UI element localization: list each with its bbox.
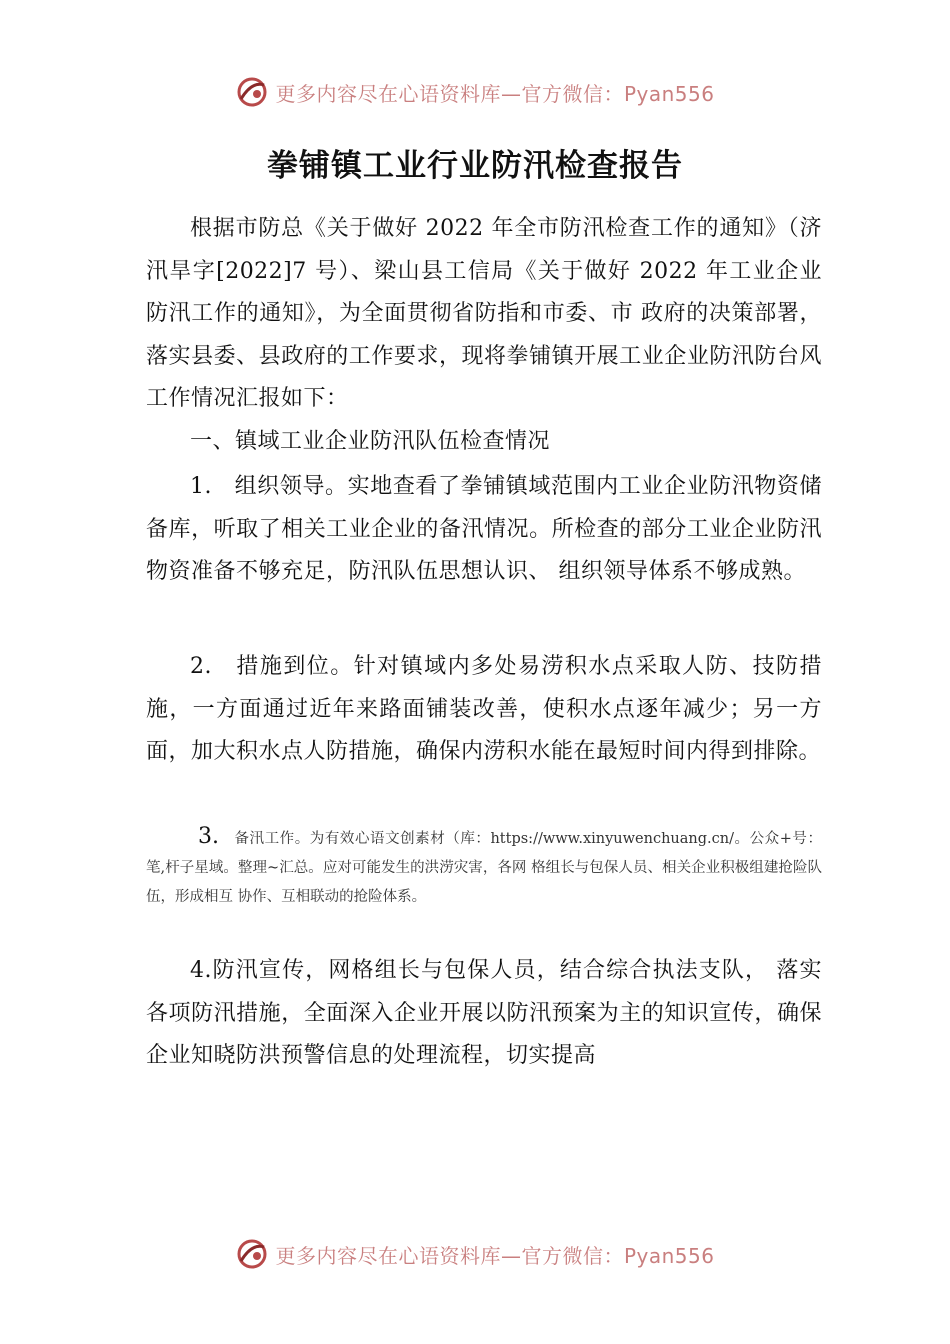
item-3 — [146, 822, 822, 912]
watermark-text: 更多内容尽在心语资料库—官方微信：Pyan556 — [275, 81, 715, 106]
footer-watermark — [0, 1234, 950, 1274]
item-3-number: 3. — [198, 824, 219, 849]
section-heading: 一、镇域工业企业防汛队伍检查情况 — [190, 428, 551, 454]
item-1-paragraph: 1. 组织领导。实地查看了拳铺镇域范围内工业企业防汛物资储备库，听取了相关工业企业的备汛情况。所检查的部分工业企业防汛物资准备不够充足，防汛队伍思想认识、 组织领导体系不够成熟。 — [146, 474, 822, 584]
item-4 — [146, 950, 822, 1078]
item-1 — [146, 466, 822, 594]
item-2 — [146, 646, 822, 774]
document-title: 拳铺镇工业行业防汛检查报告 — [267, 148, 683, 184]
watermark-text: 更多内容尽在心语资料库—官方微信：Pyan556 — [275, 1243, 715, 1268]
body-section-a — [146, 208, 822, 463]
item-2-paragraph: 2. 措施到位。针对镇域内多处易涝积水点采取人防、技防措施，一方面通过近年来路面铺装改善，使积水点逐年减少；另一方面，加大积水点人防措施，确保内涝积水能在最短时间内得到排除。 — [146, 654, 822, 764]
item-3-paragraph — [146, 822, 822, 912]
header-watermark — [0, 72, 950, 112]
brush-logo-icon — [235, 75, 269, 109]
item-4-paragraph: 4.防汛宣传，网格组长与包保人员，结合综合执法支队， 落实各项防汛措施，全面深入企业开展以防汛预案为主的知识宣传，确保企业知晓防洪预警信息的处理流程，切实提高 — [146, 958, 822, 1068]
intro-paragraph: 根据市防总《关于做好 2022 年全市防汛检查工作的通知》（济汛旱字[2022]7 号）、梁山县工信局《关于做好 2022 年工业企业防汛工作的通知》，为全面贯彻省防指和市委、市 政府的决策部署，落实县委、县政府的工作要求，现将拳铺镇开展工业企业防汛防台风工作情况汇报如下： — [146, 216, 822, 411]
brush-logo-icon — [235, 1237, 269, 1271]
item-3-text: 备汛工作。为有效心语文创素材（库：https://www.xinyuwenchuang.cn/。公众+号：笔,杆子星域。整理~汇总。应对可能发生的洪涝灾害，各网 格组长与包保人员、相关企业积极组建抢险队伍，形成相互 协作、互相联动的抢险体系。 — [146, 831, 822, 905]
